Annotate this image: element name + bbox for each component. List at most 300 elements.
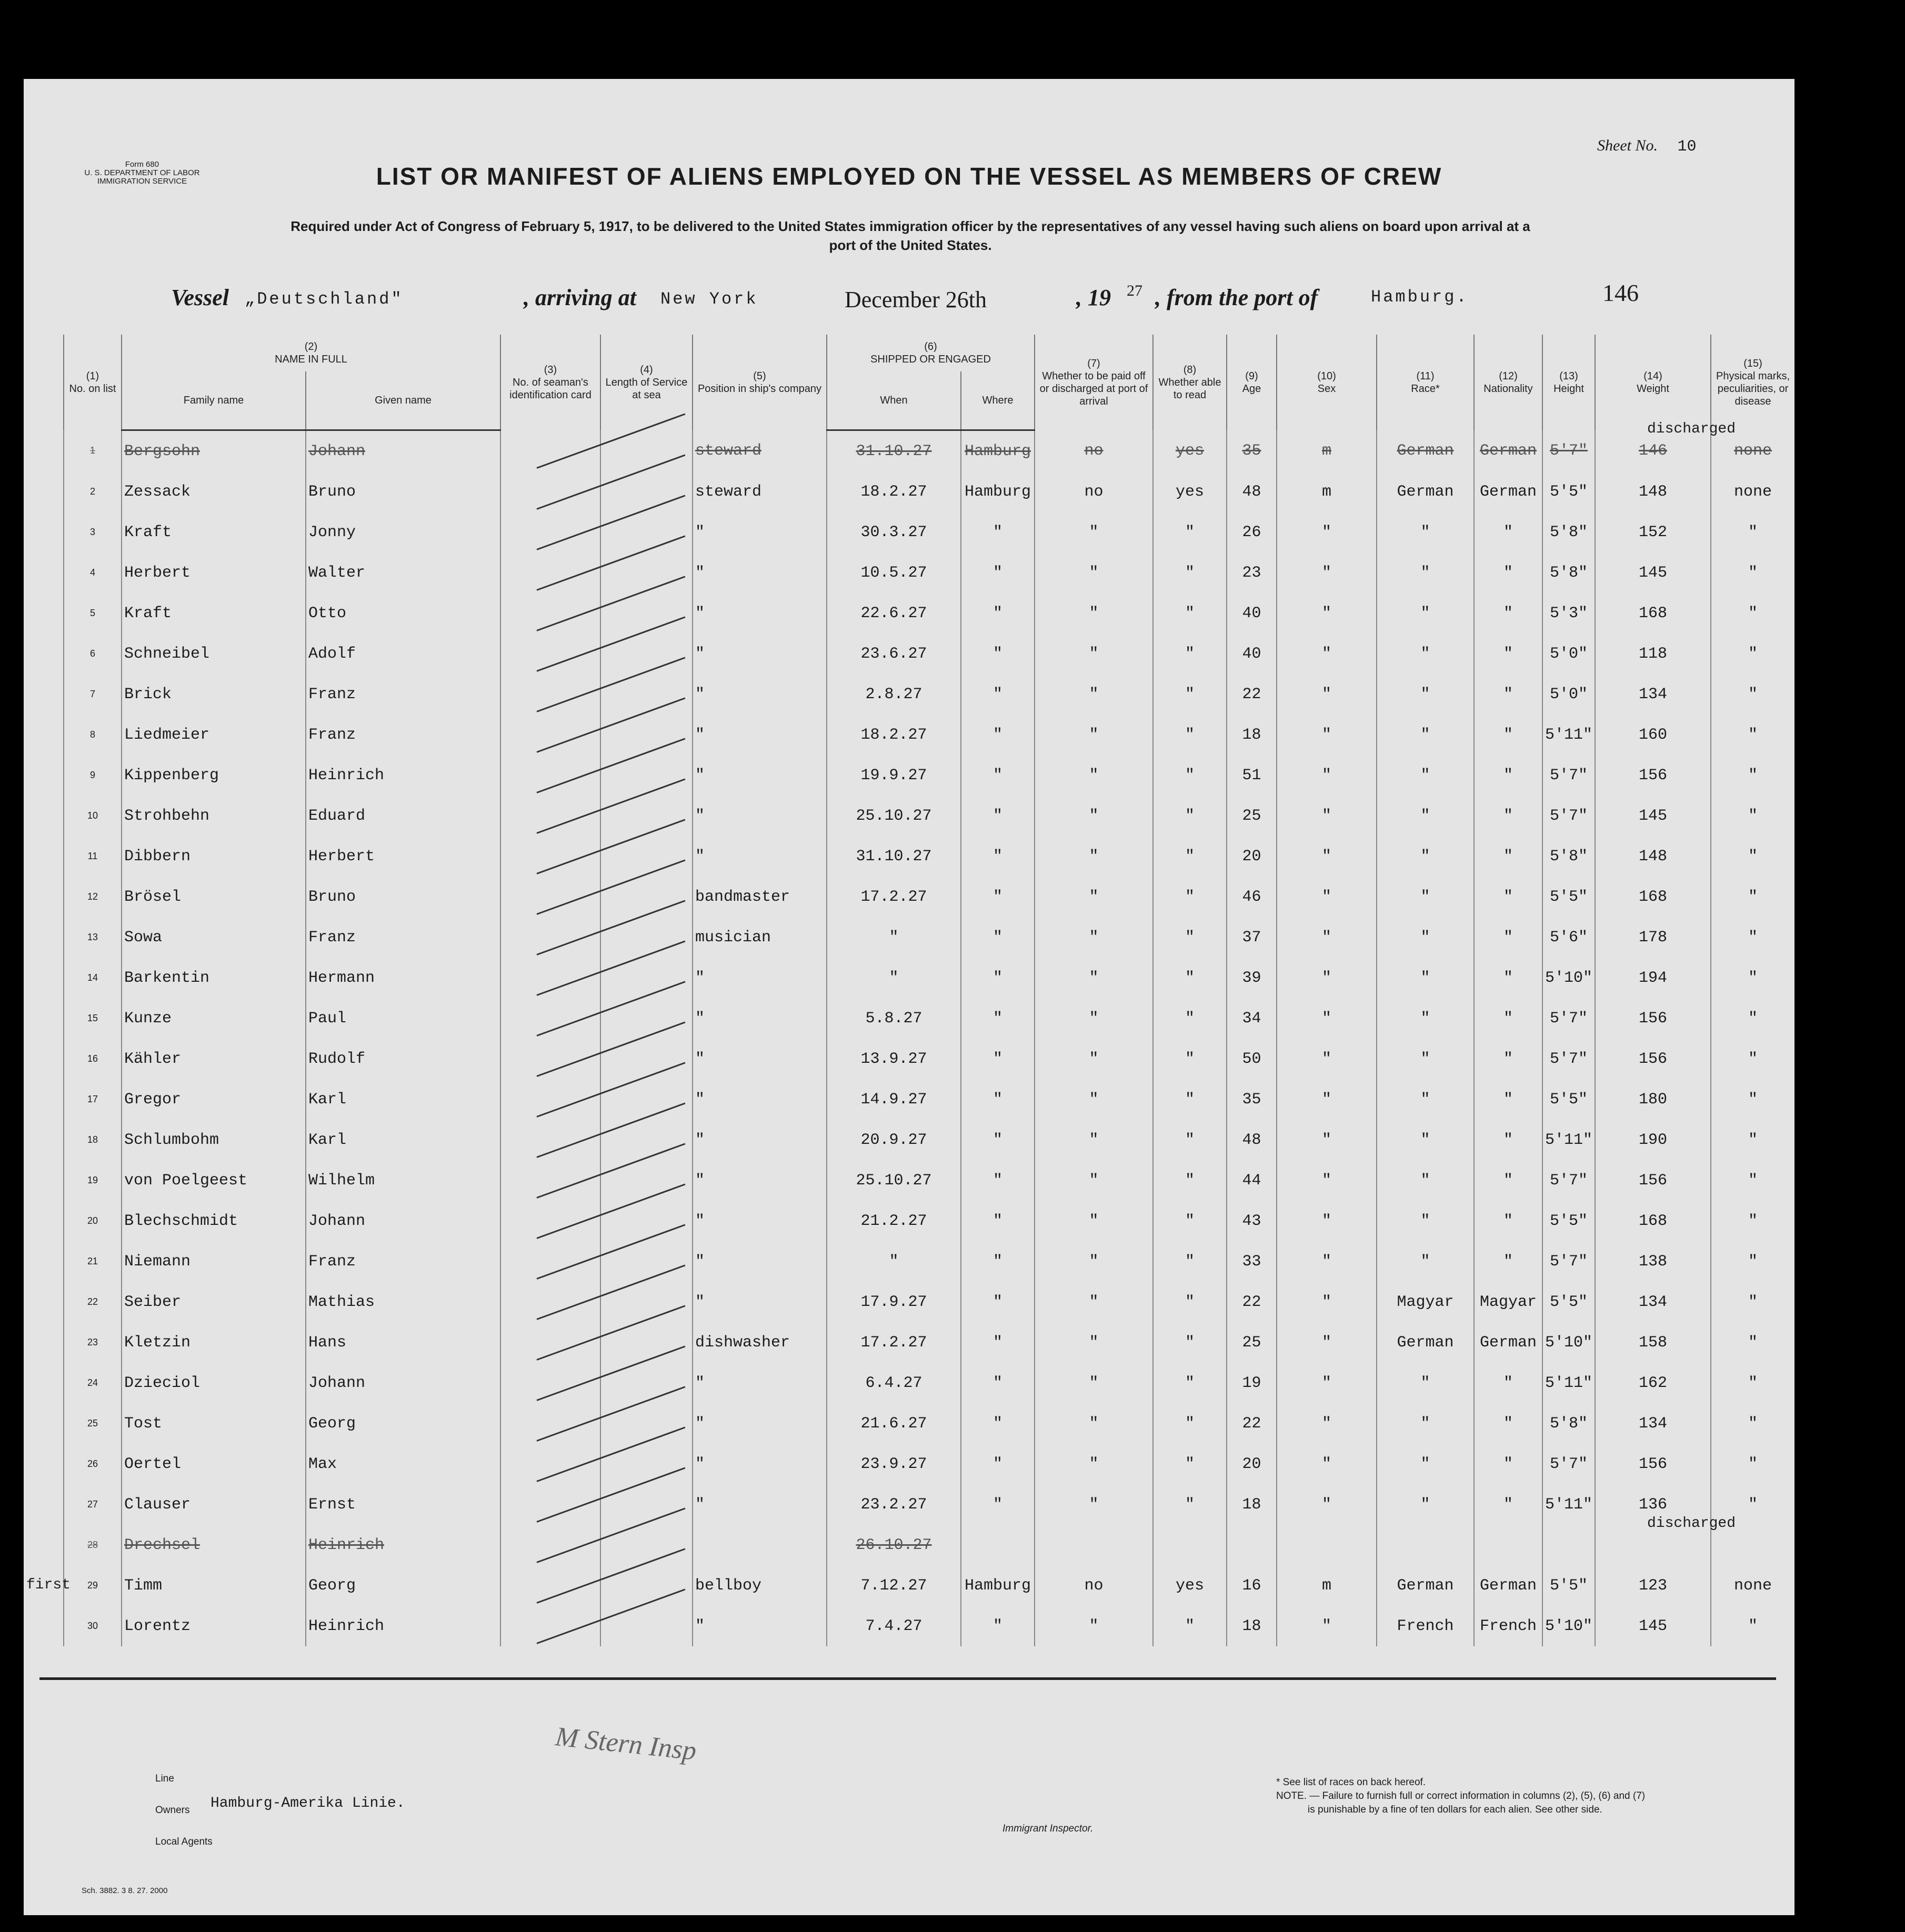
row-number: 12 xyxy=(64,877,122,917)
nationality: Magyar xyxy=(1474,1282,1542,1322)
row-number: 21 xyxy=(64,1241,122,1282)
shipped-when: 23.2.27 xyxy=(827,1484,961,1525)
shipped-where: " xyxy=(961,512,1035,552)
shipped-when: 21.2.27 xyxy=(827,1201,961,1241)
paid-off: no xyxy=(1035,1565,1153,1606)
nationality: " xyxy=(1474,1039,1542,1079)
age: 43 xyxy=(1227,1201,1277,1241)
shipped-when: 25.10.27 xyxy=(827,1160,961,1201)
height: 5'0" xyxy=(1542,674,1595,715)
discharged-note: discharged xyxy=(1647,1515,1736,1532)
weight: 138 xyxy=(1595,1241,1711,1282)
shipped-when: 5.8.27 xyxy=(827,998,961,1039)
shipped-where xyxy=(961,1525,1035,1565)
weight: 168 xyxy=(1595,877,1711,917)
age: 39 xyxy=(1227,958,1277,998)
shipped-when: 6.4.27 xyxy=(827,1363,961,1403)
crew-row xyxy=(64,796,1794,836)
position: " xyxy=(693,1079,827,1120)
position: " xyxy=(693,1484,827,1525)
line-label: Line xyxy=(155,1773,174,1784)
crew-row xyxy=(64,715,1794,755)
age: 25 xyxy=(1227,796,1277,836)
row-number: 8 xyxy=(64,715,122,755)
row-number: 4 xyxy=(64,552,122,593)
height: 5'5" xyxy=(1542,471,1595,512)
race: " xyxy=(1377,1079,1474,1120)
given-name: Rudolf xyxy=(306,1039,500,1079)
able-to-read: " xyxy=(1153,1201,1227,1241)
race: " xyxy=(1377,1363,1474,1403)
height: 5'5" xyxy=(1542,1201,1595,1241)
col-header-no: (1) No. on list xyxy=(64,335,122,430)
row-number: 5 xyxy=(64,593,122,633)
sex: " xyxy=(1277,593,1377,633)
physical-marks: " xyxy=(1711,1322,1794,1363)
position: " xyxy=(693,593,827,633)
weight: 145 xyxy=(1595,1606,1711,1646)
race: " xyxy=(1377,1444,1474,1484)
shipped-when: 13.9.27 xyxy=(827,1039,961,1079)
shipped-when: 31.10.27 xyxy=(827,430,961,472)
service-cell xyxy=(600,958,693,998)
height: 5'8" xyxy=(1542,512,1595,552)
crew-row xyxy=(64,1201,1794,1241)
position: " xyxy=(693,633,827,674)
family-name: Schlumbohm xyxy=(122,1120,306,1160)
able-to-read: " xyxy=(1153,1403,1227,1444)
position: bandmaster xyxy=(693,877,827,917)
sex xyxy=(1277,1525,1377,1565)
discharged-note: discharged xyxy=(1647,420,1736,437)
height: 5'5" xyxy=(1542,1282,1595,1322)
family-name: Lorentz xyxy=(122,1606,306,1646)
service-cell xyxy=(600,1444,693,1484)
age: 35 xyxy=(1227,1079,1277,1120)
given-name: Johann xyxy=(306,1201,500,1241)
col-header-family-name: Family name xyxy=(122,371,306,430)
nationality: " xyxy=(1474,1160,1542,1201)
paid-off: " xyxy=(1035,1241,1153,1282)
nationality: " xyxy=(1474,998,1542,1039)
able-to-read: " xyxy=(1153,1444,1227,1484)
nationality: " xyxy=(1474,755,1542,796)
shipped-when: 31.10.27 xyxy=(827,836,961,877)
nationality: " xyxy=(1474,1403,1542,1444)
paid-off: " xyxy=(1035,715,1153,755)
family-name: Niemann xyxy=(122,1241,306,1282)
race: " xyxy=(1377,998,1474,1039)
shipped-where: " xyxy=(961,998,1035,1039)
row-number: 23 xyxy=(64,1322,122,1363)
shipped-when: 20.9.27 xyxy=(827,1120,961,1160)
able-to-read: " xyxy=(1153,1120,1227,1160)
given-name: Georg xyxy=(306,1565,500,1606)
given-name: Franz xyxy=(306,917,500,958)
crew-row xyxy=(64,917,1794,958)
sex: " xyxy=(1277,755,1377,796)
sex: " xyxy=(1277,796,1377,836)
position: " xyxy=(693,1403,827,1444)
height: 5'10" xyxy=(1542,1606,1595,1646)
race: " xyxy=(1377,1241,1474,1282)
service-cell xyxy=(600,836,693,877)
position: " xyxy=(693,998,827,1039)
race: French xyxy=(1377,1606,1474,1646)
sex: " xyxy=(1277,1120,1377,1160)
family-name: Strohbehn xyxy=(122,796,306,836)
position: musician xyxy=(693,917,827,958)
given-name: Max xyxy=(306,1444,500,1484)
height: 5'10" xyxy=(1542,958,1595,998)
margin-note: first xyxy=(26,1577,71,1593)
shipped-where: " xyxy=(961,836,1035,877)
paid-off: " xyxy=(1035,917,1153,958)
given-name: Paul xyxy=(306,998,500,1039)
weight: 160 xyxy=(1595,715,1711,755)
position: steward xyxy=(693,471,827,512)
sex: " xyxy=(1277,1201,1377,1241)
crew-row xyxy=(64,1565,1794,1606)
paid-off: " xyxy=(1035,593,1153,633)
family-name: Gregor xyxy=(122,1079,306,1120)
service-cell xyxy=(600,593,693,633)
race: " xyxy=(1377,674,1474,715)
shipped-where: " xyxy=(961,593,1035,633)
shipped-when: 23.9.27 xyxy=(827,1444,961,1484)
crew-row xyxy=(64,1403,1794,1444)
age: 40 xyxy=(1227,633,1277,674)
age: 40 xyxy=(1227,593,1277,633)
height: 5'11" xyxy=(1542,1363,1595,1403)
col-header-weight: (14) Weight xyxy=(1595,335,1711,430)
able-to-read: " xyxy=(1153,836,1227,877)
nationality: " xyxy=(1474,1120,1542,1160)
vessel-name: „Deutschland" xyxy=(245,289,404,309)
col-header-race: (11) Race* xyxy=(1377,335,1474,430)
service-cell xyxy=(600,1322,693,1363)
year-label: , 19 xyxy=(1076,285,1111,310)
able-to-read: " xyxy=(1153,1241,1227,1282)
paid-off: " xyxy=(1035,1484,1153,1525)
crew-row xyxy=(64,998,1794,1039)
crew-row xyxy=(64,1444,1794,1484)
able-to-read: yes xyxy=(1153,1565,1227,1606)
shipped-where: " xyxy=(961,1039,1035,1079)
able-to-read: yes xyxy=(1153,430,1227,472)
shipped-where: " xyxy=(961,877,1035,917)
weight: 146 xyxy=(1595,430,1711,472)
row-number: 6 xyxy=(64,633,122,674)
crew-row xyxy=(64,430,1794,472)
given-name: Eduard xyxy=(306,796,500,836)
service-cell xyxy=(600,755,693,796)
crew-row xyxy=(64,755,1794,796)
sex: " xyxy=(1277,1079,1377,1120)
given-name: Karl xyxy=(306,1079,500,1120)
family-name: Kunze xyxy=(122,998,306,1039)
service-cell xyxy=(600,715,693,755)
shipped-where: " xyxy=(961,755,1035,796)
age: 19 xyxy=(1227,1363,1277,1403)
row-number: 29 xyxy=(64,1565,122,1606)
age: 51 xyxy=(1227,755,1277,796)
paid-off: " xyxy=(1035,958,1153,998)
crew-row xyxy=(64,1039,1794,1079)
shipped-where: " xyxy=(961,1282,1035,1322)
col-header-given-name: Given name xyxy=(306,371,500,430)
nationality: German xyxy=(1474,430,1542,472)
row-number: 2 xyxy=(64,471,122,512)
able-to-read: " xyxy=(1153,755,1227,796)
row-number: 9 xyxy=(64,755,122,796)
able-to-read: " xyxy=(1153,633,1227,674)
shipped-where: " xyxy=(961,796,1035,836)
nationality: " xyxy=(1474,1241,1542,1282)
paid-off xyxy=(1035,1525,1153,1565)
service-cell xyxy=(600,1484,693,1525)
race: " xyxy=(1377,633,1474,674)
physical-marks: " xyxy=(1711,593,1794,633)
crew-row xyxy=(64,512,1794,552)
given-name: Ernst xyxy=(306,1484,500,1525)
crew-row xyxy=(64,471,1794,512)
crew-row xyxy=(64,1606,1794,1646)
crew-row xyxy=(64,836,1794,877)
physical-marks: " xyxy=(1711,755,1794,796)
shipped-when: 10.5.27 xyxy=(827,552,961,593)
shipped-when: 2.8.27 xyxy=(827,674,961,715)
weight: 162 xyxy=(1595,1363,1711,1403)
nationality: German xyxy=(1474,1322,1542,1363)
sex: " xyxy=(1277,998,1377,1039)
manifest-page xyxy=(24,79,1794,1915)
able-to-read: " xyxy=(1153,593,1227,633)
position: " xyxy=(693,958,827,998)
race: German xyxy=(1377,430,1474,472)
paid-off: " xyxy=(1035,1444,1153,1484)
paid-off: " xyxy=(1035,674,1153,715)
sex: m xyxy=(1277,471,1377,512)
able-to-read: " xyxy=(1153,796,1227,836)
from-port-label: , from the port of xyxy=(1155,285,1318,310)
able-to-read: " xyxy=(1153,998,1227,1039)
nationality: German xyxy=(1474,1565,1542,1606)
age xyxy=(1227,1525,1277,1565)
family-name: Tost xyxy=(122,1403,306,1444)
service-cell xyxy=(600,1241,693,1282)
weight: 178 xyxy=(1595,917,1711,958)
weight: 156 xyxy=(1595,998,1711,1039)
paid-off: " xyxy=(1035,836,1153,877)
shipped-when: 14.9.27 xyxy=(827,1079,961,1120)
race: " xyxy=(1377,593,1474,633)
age: 26 xyxy=(1227,512,1277,552)
race: " xyxy=(1377,1201,1474,1241)
age: 46 xyxy=(1227,877,1277,917)
physical-marks: " xyxy=(1711,1484,1794,1525)
family-name: Kippenberg xyxy=(122,755,306,796)
paid-off: " xyxy=(1035,1201,1153,1241)
height: 5'10" xyxy=(1542,1322,1595,1363)
departure-port: Hamburg. xyxy=(1371,287,1469,307)
crew-row xyxy=(64,1282,1794,1322)
shipped-where: Hamburg xyxy=(961,1565,1035,1606)
family-name: Zessack xyxy=(122,471,306,512)
age: 23 xyxy=(1227,552,1277,593)
given-name: Johann xyxy=(306,430,500,472)
paid-off: " xyxy=(1035,998,1153,1039)
paid-off: " xyxy=(1035,1606,1153,1646)
height: 5'7" xyxy=(1542,430,1595,472)
col-header-age: (9) Age xyxy=(1227,335,1277,430)
family-name: Dzieciol xyxy=(122,1363,306,1403)
age: 22 xyxy=(1227,674,1277,715)
nationality: " xyxy=(1474,1444,1542,1484)
row-number: 10 xyxy=(64,796,122,836)
position: " xyxy=(693,1039,827,1079)
shipped-when: 7.4.27 xyxy=(827,1606,961,1646)
shipped-where: " xyxy=(961,1484,1035,1525)
race: " xyxy=(1377,877,1474,917)
age: 33 xyxy=(1227,1241,1277,1282)
nationality: " xyxy=(1474,552,1542,593)
race: " xyxy=(1377,755,1474,796)
physical-marks: " xyxy=(1711,796,1794,836)
owners-value: Hamburg-Amerika Linie. xyxy=(210,1795,405,1812)
department-name: U. S. DEPARTMENT OF LABOR xyxy=(84,168,200,177)
row-number: 1 xyxy=(64,430,122,472)
physical-marks: " xyxy=(1711,1160,1794,1201)
weight: 134 xyxy=(1595,1282,1711,1322)
shipped-where: " xyxy=(961,1403,1035,1444)
given-name: Georg xyxy=(306,1403,500,1444)
given-name: Hermann xyxy=(306,958,500,998)
paid-off: no xyxy=(1035,430,1153,472)
crew-row xyxy=(64,958,1794,998)
sex: " xyxy=(1277,1606,1377,1646)
row-number: 7 xyxy=(64,674,122,715)
shipped-when: " xyxy=(827,1241,961,1282)
shipped-where: " xyxy=(961,715,1035,755)
race: " xyxy=(1377,796,1474,836)
family-name: Drechsel xyxy=(122,1525,306,1565)
col-header-id-card: (3) No. of seaman's identification card xyxy=(500,335,600,430)
position: " xyxy=(693,512,827,552)
nationality: " xyxy=(1474,512,1542,552)
height: 5'7" xyxy=(1542,1039,1595,1079)
given-name: Jonny xyxy=(306,512,500,552)
age: 18 xyxy=(1227,1484,1277,1525)
service-cell xyxy=(600,1565,693,1606)
shipped-when: 22.6.27 xyxy=(827,593,961,633)
shipped-when: 7.12.27 xyxy=(827,1565,961,1606)
given-name: Heinrich xyxy=(306,1606,500,1646)
physical-marks: " xyxy=(1711,1363,1794,1403)
service-cell xyxy=(600,998,693,1039)
position: " xyxy=(693,796,827,836)
paid-off: " xyxy=(1035,1322,1153,1363)
sex: " xyxy=(1277,1444,1377,1484)
paid-off: " xyxy=(1035,1039,1153,1079)
position: " xyxy=(693,1120,827,1160)
able-to-read: " xyxy=(1153,512,1227,552)
paid-off: " xyxy=(1035,552,1153,593)
crew-row xyxy=(64,552,1794,593)
age: 22 xyxy=(1227,1403,1277,1444)
race: " xyxy=(1377,836,1474,877)
weight: 156 xyxy=(1595,1444,1711,1484)
physical-marks: " xyxy=(1711,1201,1794,1241)
paid-off: " xyxy=(1035,877,1153,917)
weight: 180 xyxy=(1595,1079,1711,1120)
shipped-where: " xyxy=(961,1444,1035,1484)
height: 5'5" xyxy=(1542,1565,1595,1606)
paid-off: " xyxy=(1035,1160,1153,1201)
paid-off: " xyxy=(1035,633,1153,674)
row-number: 16 xyxy=(64,1039,122,1079)
crew-row xyxy=(64,674,1794,715)
family-name: von Poelgeest xyxy=(122,1160,306,1201)
shipped-when: 23.6.27 xyxy=(827,633,961,674)
nationality: " xyxy=(1474,877,1542,917)
arrival-year: 27 xyxy=(1127,282,1142,299)
race: Magyar xyxy=(1377,1282,1474,1322)
col-header-read: (8) Whether able to read xyxy=(1153,335,1227,430)
paid-off: " xyxy=(1035,755,1153,796)
weight: 168 xyxy=(1595,593,1711,633)
shipped-where: " xyxy=(961,1241,1035,1282)
row-number: 14 xyxy=(64,958,122,998)
physical-marks: " xyxy=(1711,877,1794,917)
weight: 148 xyxy=(1595,471,1711,512)
physical-marks: " xyxy=(1711,836,1794,877)
physical-marks: " xyxy=(1711,1606,1794,1646)
row-number: 30 xyxy=(64,1606,122,1646)
sex: " xyxy=(1277,1403,1377,1444)
shipped-when: 25.10.27 xyxy=(827,796,961,836)
service-cell xyxy=(600,1606,693,1646)
family-name: Sowa xyxy=(122,917,306,958)
weight: 136 xyxy=(1595,1484,1711,1525)
sex: " xyxy=(1277,1039,1377,1079)
height: 5'7" xyxy=(1542,1160,1595,1201)
row-number: 24 xyxy=(64,1363,122,1403)
service-cell xyxy=(600,1403,693,1444)
age: 18 xyxy=(1227,1606,1277,1646)
height: 5'6" xyxy=(1542,917,1595,958)
shipped-where: " xyxy=(961,958,1035,998)
arrival-date: December 26th xyxy=(845,287,987,313)
shipped-where: Hamburg xyxy=(961,471,1035,512)
race: " xyxy=(1377,1120,1474,1160)
shipped-when: 30.3.27 xyxy=(827,512,961,552)
row-number: 18 xyxy=(64,1120,122,1160)
manifest-number: 146 xyxy=(1602,279,1639,306)
given-name: Franz xyxy=(306,1241,500,1282)
age: 34 xyxy=(1227,998,1277,1039)
race: " xyxy=(1377,1484,1474,1525)
paid-off: no xyxy=(1035,471,1153,512)
family-name: Dibbern xyxy=(122,836,306,877)
age: 22 xyxy=(1227,1282,1277,1322)
weight: 194 xyxy=(1595,958,1711,998)
crew-row xyxy=(64,633,1794,674)
given-name: Karl xyxy=(306,1120,500,1160)
service-cell xyxy=(600,1525,693,1565)
family-name: Kraft xyxy=(122,512,306,552)
sex: " xyxy=(1277,1160,1377,1201)
